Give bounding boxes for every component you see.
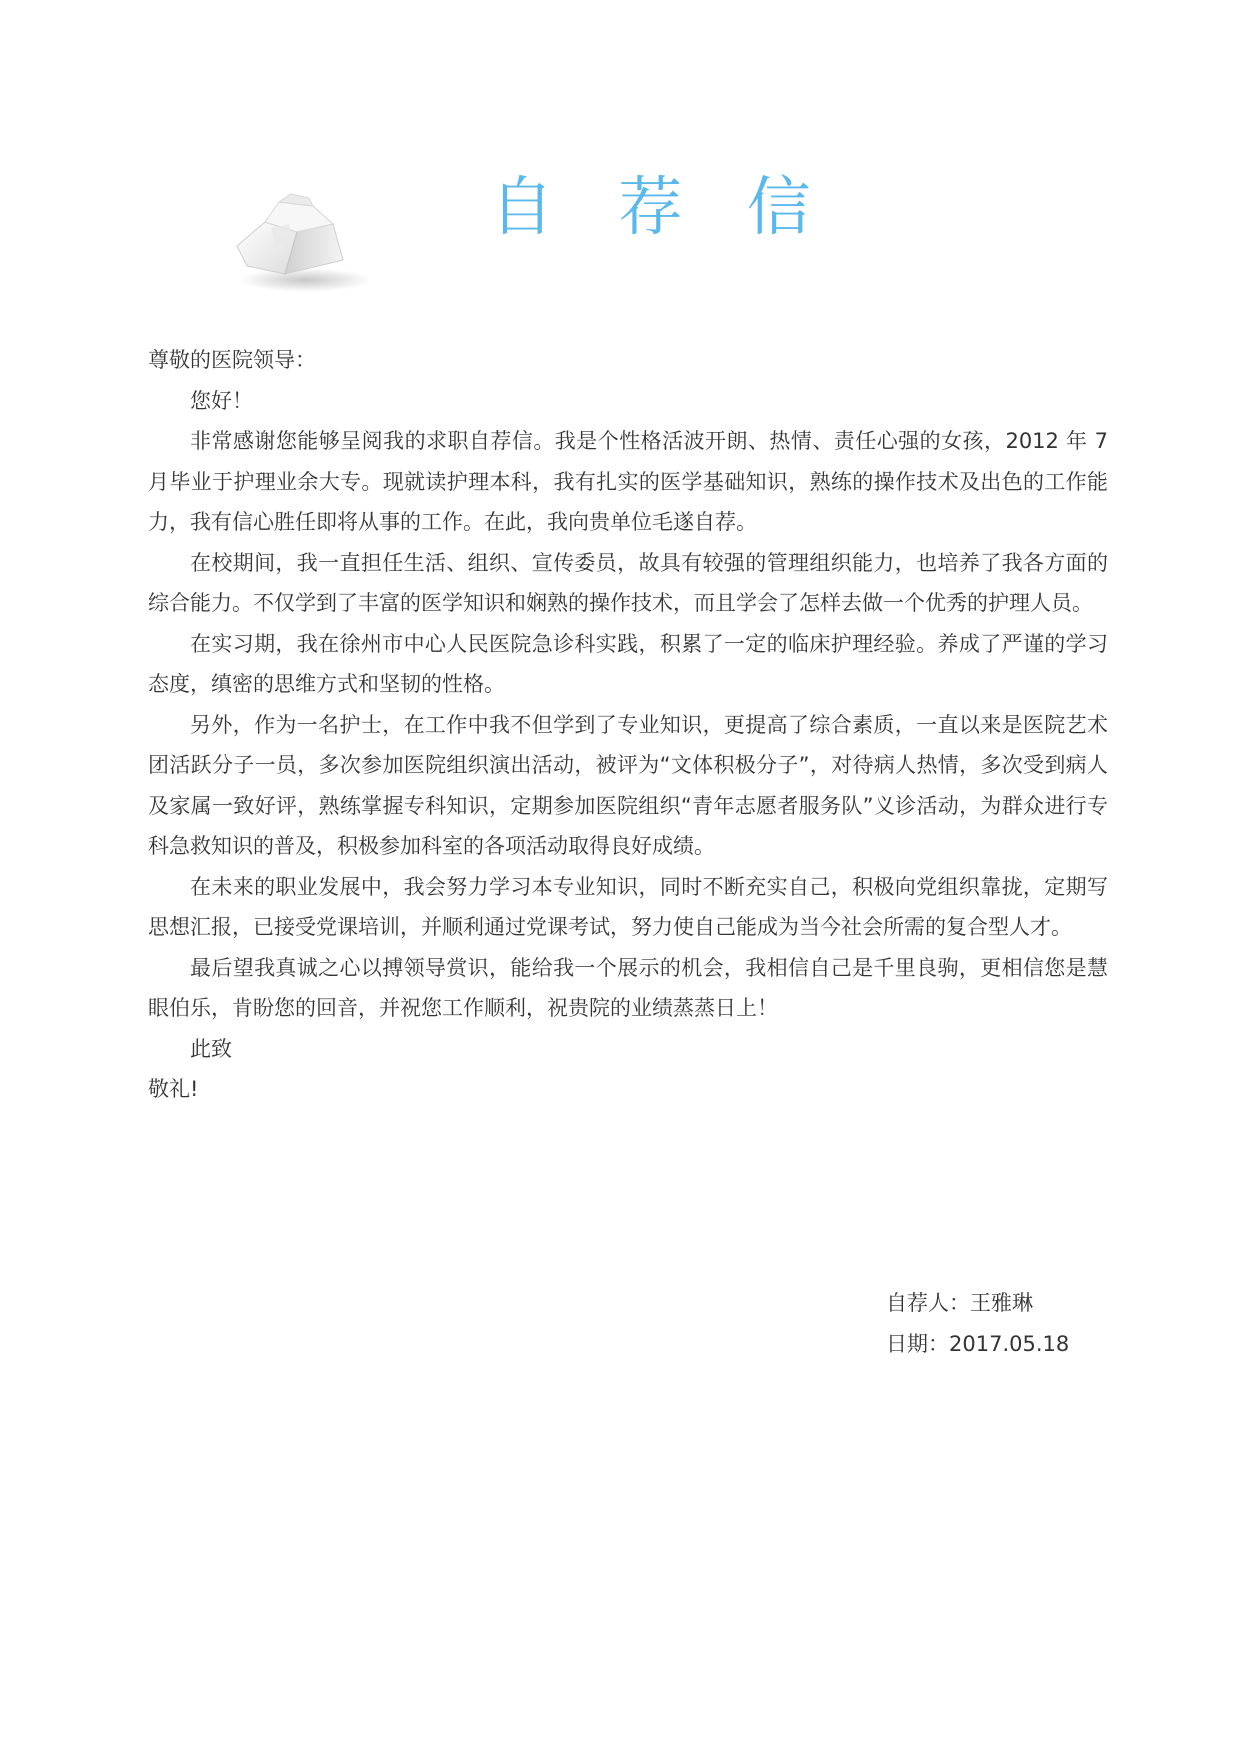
letter-body	[148, 340, 1108, 1110]
paragraph-activities: 另外，作为一名护士，在工作中我不但学到了专业知识，更提高了综合素质，一直以来是医院艺术团活跃分子一员，多次参加医院组织演出活动，被评为“文体积极分子”，对待病人热情，多次受到病人及家属一致好评，熟练掌握专科知识，定期参加医院组织“青年志愿者服务队”义诊活动，为群众进行专科急救知识的普及，积极参加科室的各项活动取得良好成绩。	[148, 712, 1108, 858]
paragraph-internship: 在实习期，我在徐州市中心人民医院急诊科实践，积累了一定的临床护理经验。养成了严谨的学习态度，缜密的思维方式和坚韧的性格。	[148, 631, 1108, 696]
greeting: 您好！	[190, 388, 253, 413]
nurse-cap-icon	[225, 188, 375, 298]
regards: 敬礼!	[148, 1077, 199, 1101]
salutation: 尊敬的医院领导：	[148, 348, 316, 372]
paragraph-future: 在未来的职业发展中，我会努力学习本专业知识，同时不断充实自己，积极向党组织靠拢，定期写思想汇报，已接受党课培训，并顺利通过党课考试，努力使自己能成为当今社会所需的复合型人才。	[148, 874, 1108, 939]
signature-block	[886, 1283, 1069, 1364]
paragraph-conclusion: 最后望我真诚之心以搏领导赏识，能给我一个展示的机会，我相信自己是千里良驹，更相信您是慧眼伯乐，肯盼您的回音，并祝您工作顺利，祝贵院的业绩蒸蒸日上！	[148, 955, 1108, 1020]
letter-header	[0, 150, 1240, 290]
signature-author: 自荐人：王雅琳	[886, 1291, 1033, 1315]
letter-title: 自 荐 信	[490, 171, 833, 245]
signature-date: 日期：2017.05.18	[886, 1331, 1070, 1356]
paragraph-introduction: 非常感谢您能够呈阅我的求职自荐信。我是个性格活波开朗、热情、责任心强的女孩，2012 年 7 月毕业于护理业余大专。现就读护理本科，我有扎实的医学基础知识，熟练的操作技术及出色的工作能力，我有信心胜任即将从事的工作。在此，我向贵单位毛遂自荐。	[148, 429, 1108, 534]
paragraph-school: 在校期间，我一直担任生活、组织、宣传委员，故具有较强的管理组织能力，也培养了我各方面的综合能力。不仅学到了丰富的医学知识和娴熟的操作技术，而且学会了怎样去做一个优秀的护理人员。	[148, 550, 1108, 615]
closing: 此致	[190, 1036, 232, 1061]
